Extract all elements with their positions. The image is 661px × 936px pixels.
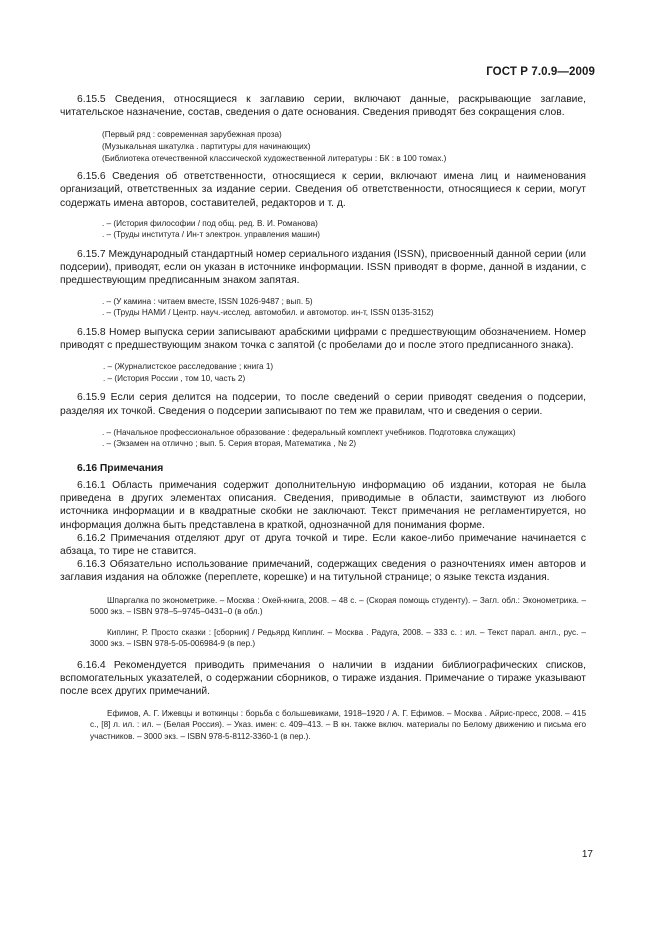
paragraph-6-16-2: 6.16.2 Примечания отделяют друг от друга точкой и тире. Если какое-либо примечание начинается с абзаца, то тире не ставится. [60, 532, 586, 557]
example-line: . – (Экзамен на отлично ; вып. 5. Серия вторая, Математика , № 2) [102, 439, 357, 449]
page-content [60, 93, 586, 742]
example-line: . – (История России , том 10, часть 2) [103, 373, 246, 383]
standard-header: ГОСТ Р 7.0.9—2009 [486, 66, 595, 78]
example-line: (Музыкальная шкатулка . партитуры для начинающих) [102, 142, 311, 151]
paragraph-6-15-9: 6.15.9 Если серия делится на подсерии, то после сведений о серии приводят сведения о подсерии, разделяя их точкой. Сведения о подсерии записывают по тем же правилам, что и сведения о серии. [60, 392, 586, 417]
section-heading: 6.16 Примечания [77, 462, 164, 474]
example-line: (Первый ряд : современная зарубежная проза) [102, 130, 282, 140]
paragraph-6-16-1: 6.16.1 Область примечания содержит дополнительную информацию об издании, которая не была приведена в других элементах описания. Сведения, приводимые в области, заимствуют из любого источника информации и в квадратные скобки не заключают. Текст примечания не регламентируется, но информация должна быть представлена в краткой, однозначной для понимания форме. [60, 479, 586, 531]
paragraph-6-15-6: 6.15.6 Сведения об ответственности, относящиеся к серии, включают имена лиц и наименования организаций, ответственных за издание серии. Сведения об ответственности, относящиеся к серии, могут содержать имена авторов, составителей, редакторов и т. д. [60, 171, 586, 209]
paragraph-6-16-4: 6.16.4 Рекомендуется приводить примечания о наличии в издании библиографических списков, вспомогательных указателей, о содержании сборников, о тираже издания. Примечание о тираже указывают после всех других примечаний. [60, 659, 586, 698]
example-entry: Ефимов, А. Г. Ижевцы и воткинцы : борьба с большевиками, 1918–1920 / А. Г. Ефимов. – Москва . Айрис-пресс, 2008. – 415 с., [8] л. ил. : ил. – (Белая Россия). – Указ. имен: с. 409–413. – В кн. также включ. материалы по Белому движению и письма его участников. – 3000 экз. – ISBN 978-5-8112-3360-1 (в пер.). [90, 708, 586, 741]
example-line: (Библиотека отечественной классической художественной литературы : БК : в 100 томах.) [102, 153, 447, 163]
example-line: . – (Труды НАМИ / Центр. науч.-исслед. автомобил. и автомотор. ин-т, ISSN 0135-3152) [102, 308, 434, 318]
example-entry: Шпаргалка по эконометрике. – Москва : Окей-книга, 2008. – 48 с. – (Скорая помощь студенту). – Загл. обл.: Эконометрика. – 5000 экз. – ISBN 978–5–9745–0431–0 (в обл.) [90, 595, 586, 617]
paragraph-6-15-5: 6.15.5 Сведения, относящиеся к заглавию серии, включают данные, раскрывающие заглавие, читательское назначение, состав, сведения о дате основания. Сведения приводят без сокращения слов. [60, 94, 586, 119]
paragraph-6-16-3: 6.16.3 Обязательно использование примечаний, содержащих сведения о разночтениях имен авторов и заглавия издания на обложке (переплете, корешке) и на титульной странице; о языке текста издания. [60, 559, 586, 584]
example-line: . – (Начальное профессиональное образование : федеральный комплект учебников. Подготовка служащих) [102, 427, 516, 437]
example-entry: Киплинг, Р. Просто сказки : [сборник] / Редьярд Киплинг. – Москва . Радуга, 2008. – 333 с. : ил. – Текст парал. англ., рус. – 3000 экз. – ISBN 978-5-05-006984-9 (в пер.) [90, 627, 586, 649]
example-line: . – (Журналистское расследование ; книга 1) [103, 362, 274, 372]
example-line: . – (Труды института / Ин-т электрон. управления машин) [102, 230, 320, 240]
example-line: . – (История философии / под общ. ред. В. И. Романова) [102, 218, 318, 228]
page-number: 17 [581, 849, 593, 860]
example-line: . – (У камина : читаем вместе, ISSN 1026-9487 ; вып. 5) [102, 296, 313, 306]
paragraph-6-15-8: 6.15.8 Номер выпуска серии записывают арабскими цифрами с предшествующим обозначением. Номер приводят с предшествующим знаком точка с запятой (с пробелами до и после этого предписанного знака). [60, 326, 586, 351]
paragraph-6-15-7: 6.15.7 Международный стандартный номер сериального издания (ISSN), присвоенный данной серии (или подсерии), приводят, если он указан в источнике информации. ISSN приводят в форме, данной в издании, с предшествующим предписанным знаком запятая. [60, 248, 587, 287]
